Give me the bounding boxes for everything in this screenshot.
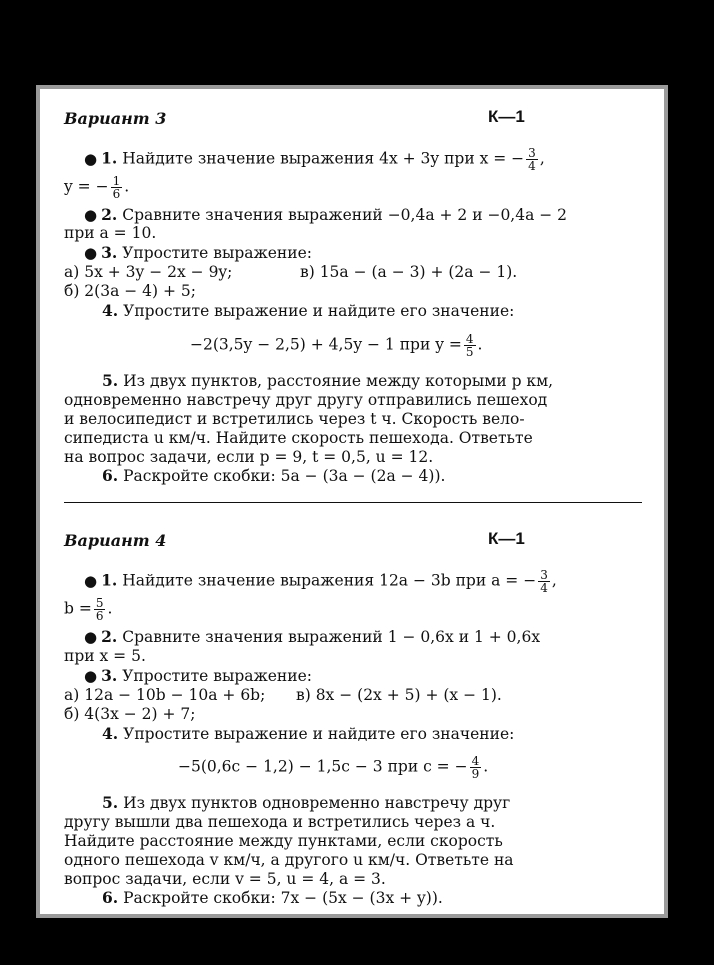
v4-task-1-cont: b = $\frac{5}{6}$ .: [64, 596, 113, 623]
v3-task-5-l5: на вопрос задачи, если p = 9, t = 0,5, u = 12.: [64, 448, 434, 466]
v4-task-5-l1: 5. Из двух пунктов одновременно навстречу друг: [102, 793, 511, 812]
v4-task-2-cont: при x = 5.: [64, 647, 146, 665]
task-text: Упростите выражение:: [122, 244, 312, 262]
v3-task-1: ● 1. Найдите значение выражения 4x + 3y при x = − $\frac{3}{4}$ ,: [84, 146, 545, 173]
v4-task-6: 6. Раскройте скобки: 7x − (5x − (3x + y)).: [102, 888, 443, 907]
section-divider: [64, 502, 642, 503]
task-text: Сравните значения выражений 1 − 0,6x и 1 + 0,6x: [122, 628, 541, 646]
v3-task-5-l2: одновременно навстречу друг другу отправились пешеход: [64, 391, 548, 409]
v3-task-3-a: а) 5x + 3y − 2x − 9y;: [64, 263, 233, 281]
fraction: $\frac{4}{9}$: [471, 754, 480, 781]
v3-task-5-l3: и велосипедист и встретились через t ч. Скорость вело-: [64, 410, 525, 428]
v3-task-6: 6. Раскройте скобки: 5a − (3a − (2a − 4)).: [102, 466, 446, 485]
v4-task-3-b: б) 4(3x − 2) + 7;: [64, 705, 196, 723]
v4-task-5-l4: одного пешехода v км/ч, а другого u км/ч. Ответьте на: [64, 851, 514, 869]
v3-task-5-l4: сипедиста u км/ч. Найдите скорость пешехода. Ответьте: [64, 429, 533, 447]
fraction: $\frac{5}{6}$: [95, 596, 104, 623]
task-number: 1.: [101, 148, 118, 168]
v4-task-4: 4. Упростите выражение и найдите его значение:: [102, 724, 515, 743]
v4-task-2: ● 2. Сравните значения выражений 1 − 0,6x и 1 + 0,6x: [84, 627, 541, 646]
fraction: $\frac{4}{5}$: [465, 332, 474, 359]
v3-task-3: ● 3. Упростите выражение:: [84, 243, 312, 262]
v4-task-5-l2: другу вышли два пешехода и встретились через a ч.: [64, 813, 496, 831]
task-text: Найдите значение выражения 4x + 3y при x = −: [122, 149, 525, 168]
v3-task-2-cont: при a = 10.: [64, 224, 157, 242]
bullet-icon: ●: [84, 244, 98, 262]
variant-3-code: К—1: [488, 107, 525, 126]
v3-task-4-expr: −2(3,5y − 2,5) + 4,5y − 1 при y = $\frac{4}{5}$ .: [190, 332, 483, 359]
v4-task-1: ● 1. Найдите значение выражения 12a − 3b при a = − $\frac{3}{4}$ ,: [84, 568, 557, 595]
v3-task-5-l1: 5. Из двух пунктов, расстояние между которыми p км,: [102, 371, 554, 390]
v4-task-5-l5: вопрос задачи, если v = 5, u = 4, a = 3.: [64, 870, 386, 888]
bullet-icon: ●: [84, 628, 98, 646]
v3-task-4: 4. Упростите выражение и найдите его значение:: [102, 301, 515, 320]
v3-task-1-cont: y = − $\frac{1}{6}$ .: [64, 174, 130, 201]
worksheet-frame: [36, 85, 668, 918]
bullet-icon: ●: [84, 571, 98, 590]
v4-task-5-l3: Найдите расстояние между пунктами, если скорость: [64, 832, 503, 850]
v4-task-3: ● 3. Упростите выражение:: [84, 666, 312, 685]
fraction: $\frac{3}{4}$: [540, 568, 548, 595]
v4-task-3-a: а) 12a − 10b − 10a + 6b;: [64, 686, 266, 704]
bullet-icon: ●: [84, 149, 98, 168]
v4-task-4-expr: −5(0,6c − 1,2) − 1,5c − 3 при c = − $\frac{4}{9}$ .: [178, 754, 489, 781]
v3-task-3-b: б) 2(3a − 4) + 5;: [64, 282, 196, 300]
bullet-icon: ●: [84, 206, 98, 224]
task-text: Упростите выражение:: [122, 667, 312, 685]
task-text: Найдите значение выражения 12a − 3b при a = −: [122, 571, 537, 590]
variant-4-title: Вариант 4: [64, 531, 167, 550]
task-text: Сравните значения выражений −0,4a + 2 и −0,4a − 2: [122, 206, 568, 224]
v3-task-3-v: в) 15a − (a − 3) + (2a − 1).: [300, 263, 518, 281]
task-text: Упростите выражение и найдите его значение:: [123, 302, 515, 320]
variant-4-code: К—1: [488, 529, 525, 548]
variant-3-title: Вариант 3: [64, 109, 167, 128]
v3-task-2: ● 2. Сравните значения выражений −0,4a + 2 и −0,4a − 2: [84, 205, 568, 224]
bullet-icon: ●: [84, 667, 98, 685]
task-text: Упростите выражение и найдите его значение:: [123, 725, 515, 743]
fraction: $\frac{3}{4}$: [528, 146, 536, 173]
v4-task-3-v: в) 8x − (2x + 5) + (x − 1).: [296, 686, 502, 704]
fraction: $\frac{1}{6}$: [112, 174, 121, 201]
